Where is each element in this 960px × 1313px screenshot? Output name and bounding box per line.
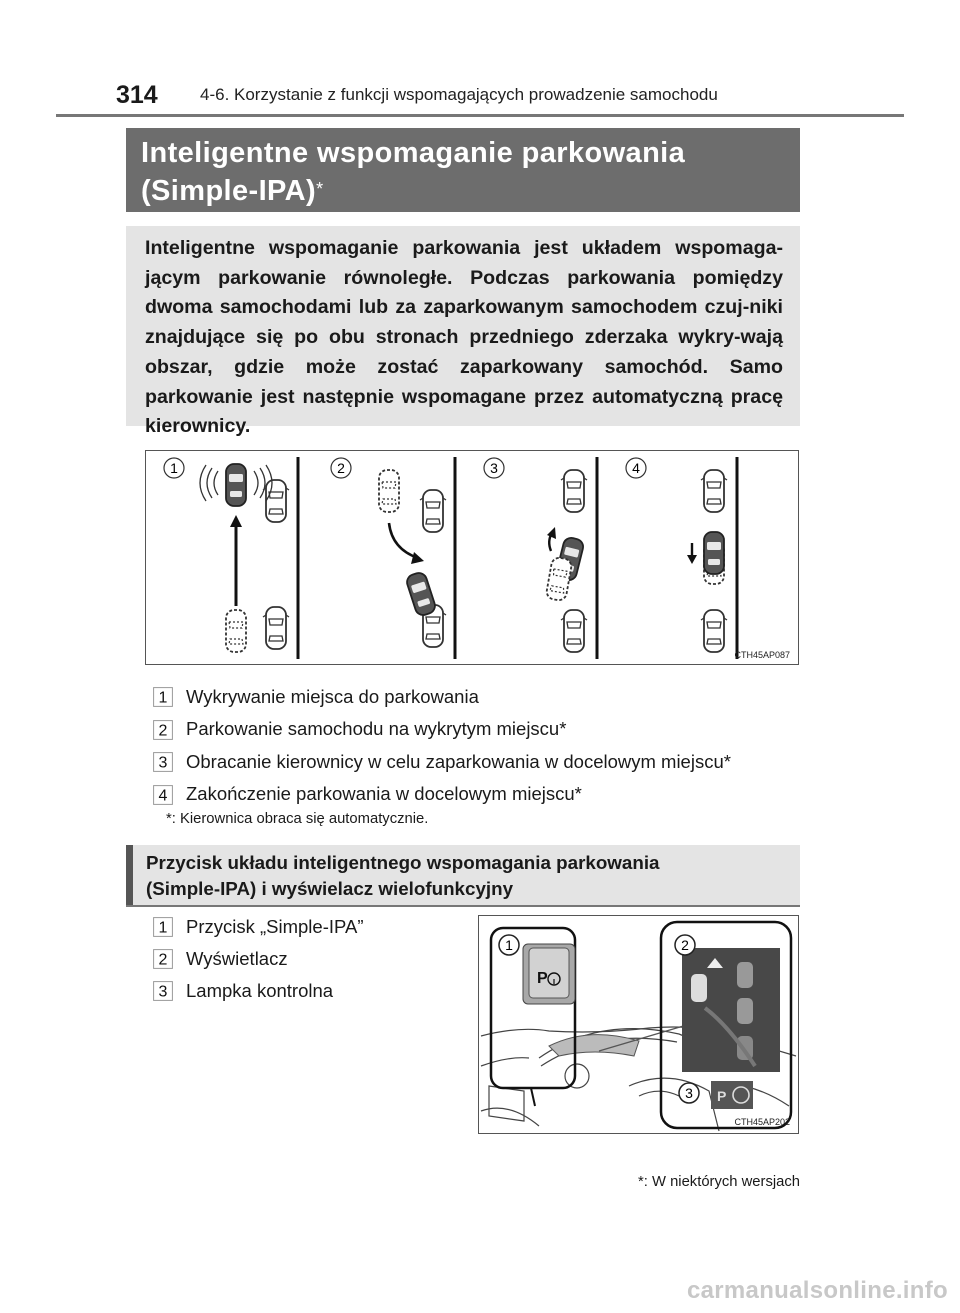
- svg-text:3: 3: [158, 983, 168, 1001]
- figure1-marker-4: [626, 458, 646, 478]
- panel4-finish: [687, 470, 727, 652]
- figure1-marker-3: [484, 458, 504, 478]
- list-item: [153, 943, 363, 974]
- steps-footnote: *: Kierownica obraca się automatycznie.: [166, 811, 429, 827]
- figure1-marker-2: [331, 458, 351, 478]
- header-divider: [56, 114, 904, 117]
- svg-text:3: 3: [490, 460, 498, 476]
- parking-sequence-illustration: [146, 451, 798, 664]
- dashboard-illustration: [479, 916, 798, 1133]
- step-label: Obracanie kierownicy w celu zaparkowania w docelowym miejscu*: [186, 750, 731, 772]
- svg-text:P: P: [717, 1088, 727, 1104]
- subsection-title-line2: (Simple-IPA) i wyświelacz wielofunkcyjny: [146, 878, 514, 899]
- component-label: Lampka kontrolna: [186, 979, 334, 1001]
- components-list: [153, 911, 363, 1007]
- ipa-button-letter: P: [537, 970, 548, 987]
- svg-text:3: 3: [685, 1085, 693, 1101]
- button-callout: [491, 928, 575, 1106]
- versions-footnote: [638, 1174, 800, 1190]
- svg-text:4: 4: [632, 460, 640, 476]
- svg-text:1: 1: [505, 937, 513, 953]
- versions-footnote-text: : W niektórych wersjach: [643, 1174, 800, 1190]
- component-label: Wyświetlacz: [186, 947, 288, 969]
- asterisk-mark: *: [316, 179, 324, 199]
- section-title-box: [126, 128, 800, 212]
- list-item: [153, 911, 363, 942]
- parking-sequence-figure: [145, 450, 799, 665]
- figure1-code: CTH45AP087: [734, 650, 790, 660]
- figure2-marker-2: [675, 935, 695, 955]
- figure1-marker-1: [164, 458, 184, 478]
- page-header: [116, 78, 718, 112]
- section-title: [141, 134, 685, 210]
- list-item: [153, 714, 731, 745]
- svg-text:2: 2: [158, 722, 168, 740]
- list-item: [153, 975, 363, 1006]
- component-number-1: [153, 917, 173, 937]
- step-number-4: [153, 785, 173, 805]
- intro-text: Inteligentne wspomaganie parkowania jest układem wspomaga-jącym parkowanie równoległe. Podczas parkowania pomiędzy dwoma samochodami lub za zaparkowanym samochodem czuj-niki znajdujące się po obu stronach przedniego zderzaka wykry-wają obszar, gdzie może zostać zaparkowany samochód. Samo parkowanie jest następnie wspomagane przez automatyczną pracę kierownicy.: [145, 237, 783, 438]
- figure2-marker-1: [499, 935, 519, 955]
- component-number-3: [153, 981, 173, 1001]
- step-number-3: [153, 752, 173, 772]
- svg-text:1: 1: [170, 460, 178, 476]
- panel1-detect: [200, 464, 289, 652]
- step-label: Zakończenie parkowania w docelowym miejscu*: [186, 783, 582, 805]
- svg-text:2: 2: [158, 951, 168, 969]
- section-title-line2: (Simple-IPA): [141, 175, 317, 207]
- svg-text:1: 1: [158, 689, 168, 707]
- dashboard-figure: [478, 915, 799, 1134]
- panel3-steer: [546, 470, 587, 652]
- watermark: carmanualsonline.info: [686, 1277, 948, 1304]
- panel2-park: [379, 470, 446, 647]
- steps-list: [153, 681, 731, 811]
- chapter-title: 4-6. Korzystanie z funkcji wspomagających prowadzenie samochodu: [200, 85, 718, 104]
- step-label: Wykrywanie miejsca do parkowania: [186, 685, 479, 707]
- figure2-code: CTH45AP202: [734, 1117, 790, 1127]
- subsection-title-line1: Przycisk układu inteligentnego wspomagania parkowania: [146, 852, 660, 873]
- svg-text:4: 4: [158, 787, 168, 805]
- step-number-1: [153, 687, 173, 707]
- svg-text:3: 3: [158, 754, 168, 772]
- page-number: 314: [116, 80, 158, 109]
- intro-box: [126, 226, 800, 438]
- section-title-line1: Inteligentne wspomaganie parkowania: [141, 137, 686, 169]
- step-label: Parkowanie samochodu na wykrytym miejscu*: [186, 718, 567, 740]
- subsection-accent-bar: [126, 845, 133, 905]
- list-item: [153, 779, 731, 810]
- subsection-title: [146, 850, 660, 902]
- svg-text:2: 2: [681, 937, 689, 953]
- subsection-divider: [126, 905, 800, 907]
- svg-text:2: 2: [337, 460, 345, 476]
- list-item: [153, 746, 731, 777]
- figure2-marker-3: [679, 1083, 699, 1103]
- asterisk-mark: *: [638, 1174, 644, 1190]
- component-label: Przycisk „Simple-IPA”: [186, 915, 364, 937]
- svg-text:1: 1: [158, 919, 168, 937]
- component-number-2: [153, 949, 173, 969]
- subsection-title-box: [126, 845, 800, 905]
- step-number-2: [153, 720, 173, 740]
- list-item: [153, 681, 731, 712]
